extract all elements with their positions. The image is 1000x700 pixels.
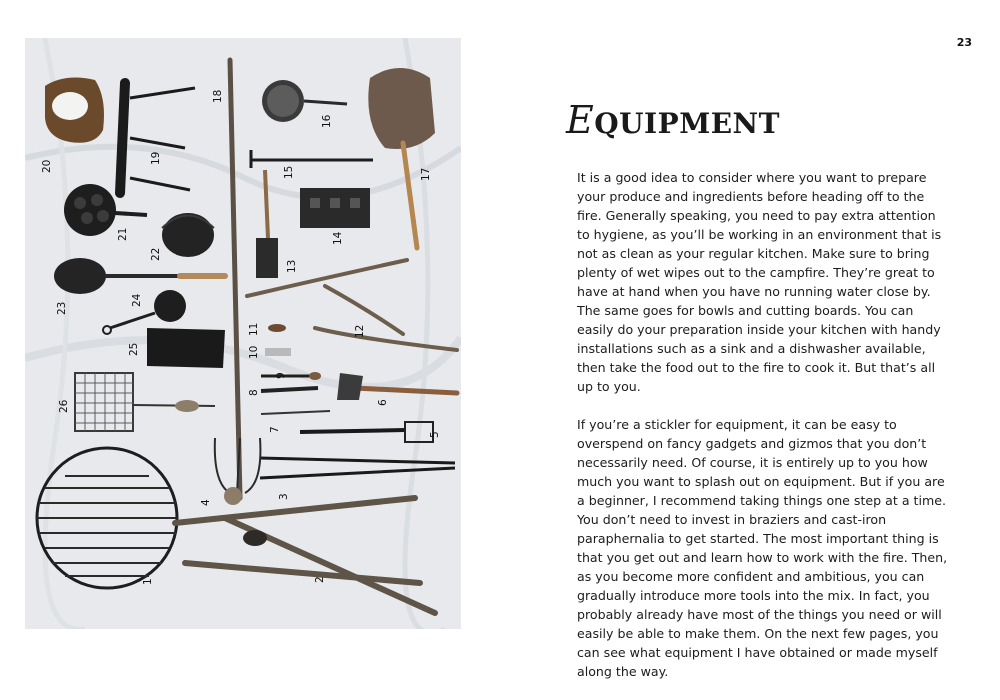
item-number-6: 6 bbox=[377, 399, 389, 406]
item-number-20: 20 bbox=[41, 159, 53, 173]
item-number-1: 1 bbox=[142, 578, 154, 585]
twine-ball bbox=[224, 487, 242, 505]
shovel-blade bbox=[256, 238, 278, 278]
page-number: 23 bbox=[956, 36, 972, 49]
item-number-19: 19 bbox=[150, 151, 162, 165]
item-number-9: 9 bbox=[275, 372, 287, 379]
item-number-24: 24 bbox=[131, 293, 143, 307]
item-number-5: 5 bbox=[429, 431, 441, 438]
equipment-photo bbox=[25, 38, 461, 629]
item-number-18: 18 bbox=[212, 89, 224, 103]
item-number-26: 26 bbox=[58, 399, 70, 413]
title-initial: E bbox=[566, 98, 595, 142]
item-number-3: 3 bbox=[278, 493, 290, 500]
paragraph: If you’re a stickler for equipment, it can be easy to overspend on fancy gadgets and gizmos that you don’t necessarily need. Of course, it is entirely up to you how much you want to splash out on equipment. But if you are a beginner, I recommend taking things one step at a time. You don’t need to invest in braziers and cast-iron paraphernalia to get started. The most important thing is that you get out and learn how to work with the fire. Then, as you become more confident and ambitious, you can gradually introduce more tools into the mix. In fact, you probably already have most of the things you need or will easily be able to make them. On the next few pages, you can see what equipment I have obtained or made myself along the way. bbox=[577, 417, 948, 679]
pie-iron bbox=[54, 258, 106, 294]
pizza-peel bbox=[368, 68, 435, 149]
cotton-wool bbox=[52, 92, 88, 120]
item-number-23: 23 bbox=[56, 301, 68, 315]
grill-brush bbox=[300, 430, 405, 432]
item-number-21: 21 bbox=[117, 227, 129, 241]
item-number-17: 17 bbox=[420, 167, 432, 181]
fire-gloves bbox=[147, 328, 225, 368]
item-number-12: 12 bbox=[354, 324, 366, 338]
item-number-11: 11 bbox=[248, 322, 260, 336]
item-number-8: 8 bbox=[248, 389, 260, 396]
item-number-13: 13 bbox=[286, 259, 298, 273]
title-rest: QUIPMENT bbox=[594, 107, 780, 140]
paragraph: It is a good idea to consider where you want to prepare your produce and ingredients before heading off to the fire. Generally speaking, you need to pay extra attention to hygiene, as you’ll be working in an environment that is not as clean as your regular kitchen. Make sure to bring plenty of wet wipes out to the campfire. They’re great to have at hand when you have no running water close by. The same goes for bowls and cutting boards. You can easily do your preparation inside your kitchen with handy installations such as a sink and a dishwasher available, then take the food out to the fire to cook it. But that’s all up to you. bbox=[577, 170, 942, 394]
griddle-plate bbox=[120, 83, 125, 193]
equipment-illustration bbox=[25, 38, 461, 629]
item-number-10: 10 bbox=[248, 345, 260, 359]
small-pan bbox=[154, 290, 186, 322]
tripod-binding bbox=[243, 530, 267, 546]
item-number-16: 16 bbox=[321, 114, 333, 128]
item-number-22: 22 bbox=[150, 247, 162, 261]
dutch-oven bbox=[162, 213, 214, 257]
aebleskiver-pan bbox=[64, 184, 116, 236]
hatchet-head bbox=[337, 373, 363, 400]
body-text bbox=[577, 168, 949, 700]
item-number-4: 4 bbox=[200, 499, 212, 506]
small-tool bbox=[268, 324, 286, 332]
item-number-7: 7 bbox=[269, 426, 281, 433]
item-number-14: 14 bbox=[332, 231, 344, 245]
item-number-25: 25 bbox=[128, 342, 140, 356]
item-number-2: 2 bbox=[314, 576, 326, 583]
lighter bbox=[265, 348, 291, 356]
item-number-15: 15 bbox=[283, 165, 295, 179]
page-title bbox=[566, 98, 780, 142]
